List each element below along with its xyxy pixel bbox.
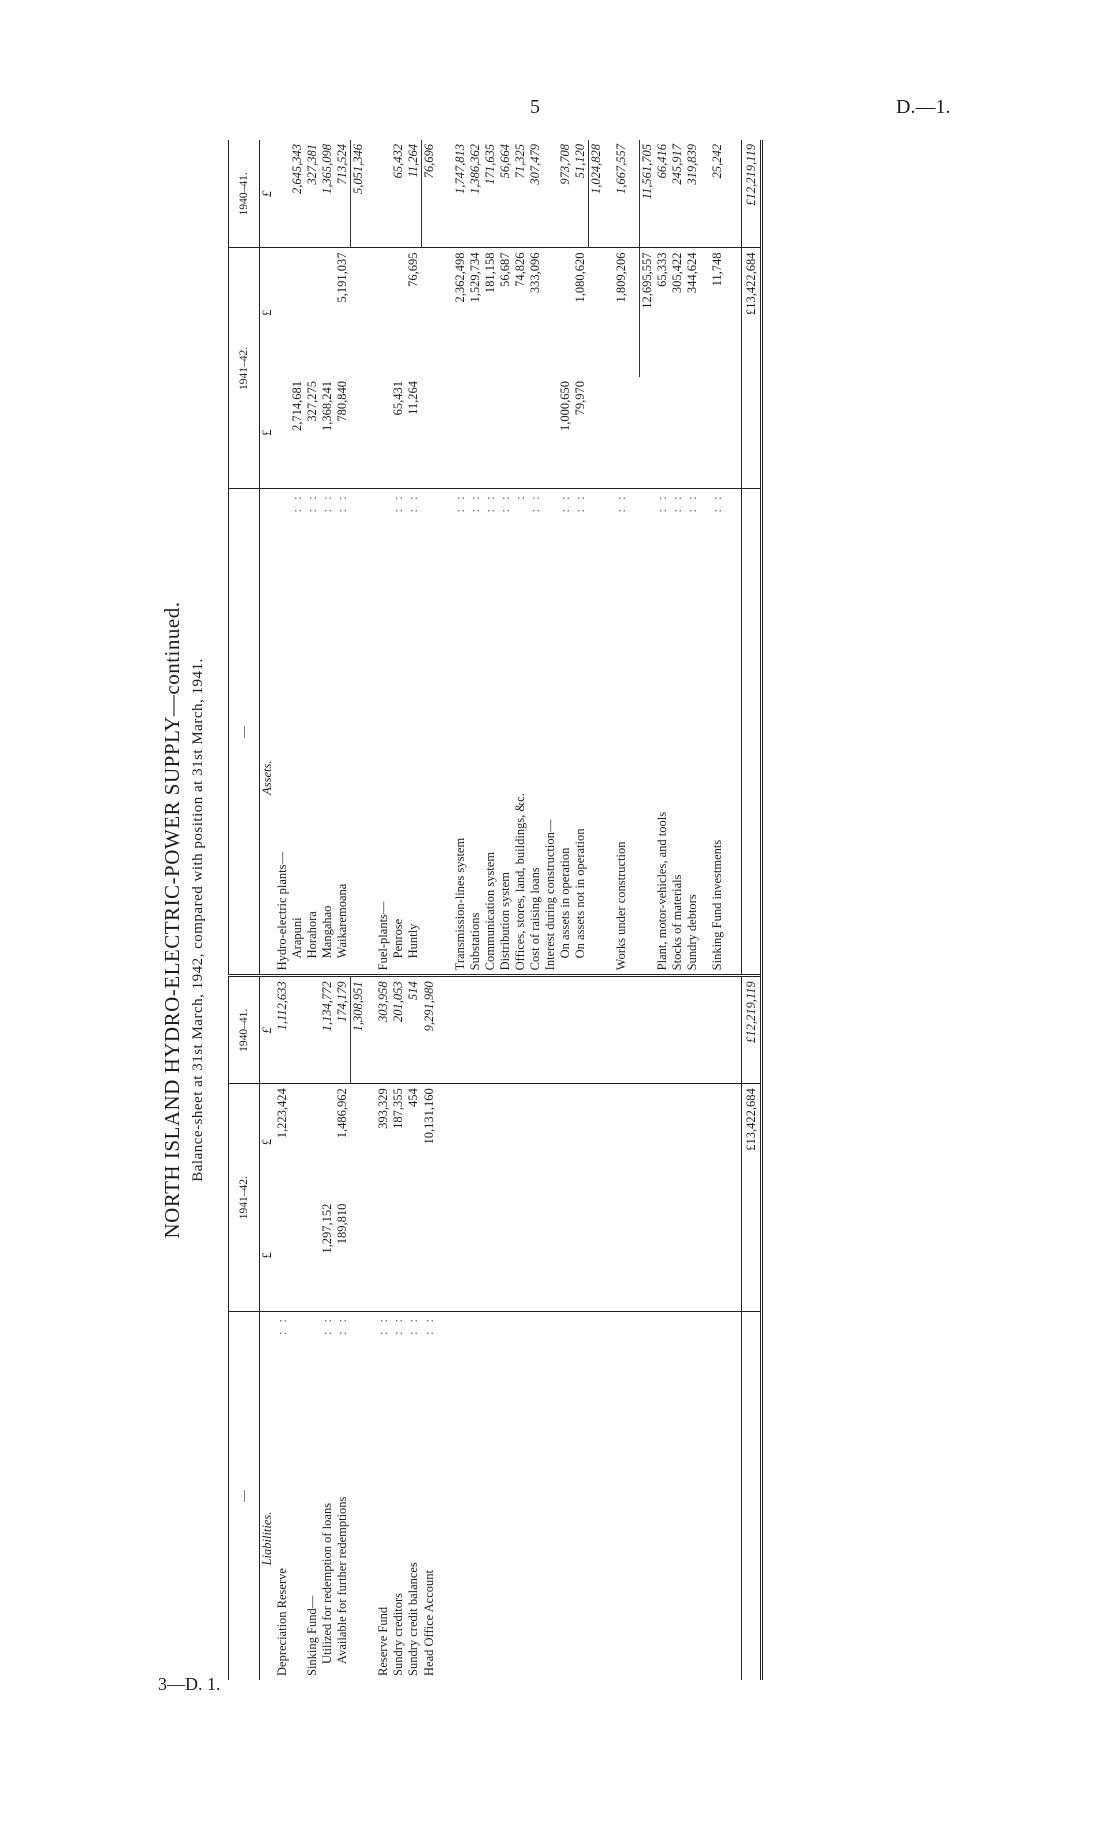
table-row: Substations : : 1,529,734 1,386,362: [468, 140, 483, 1680]
table-row: [640, 140, 656, 1680]
cell-value: 9,291,980: [422, 976, 438, 1084]
cell-value: 2,362,498: [453, 252, 467, 303]
table-row: Available for further redemptions : : 189,810 1,486,962 174,179 Waikaremoana : : 780,840 5,191,037 713,524: [335, 140, 351, 1680]
row-label: Sundry credit balances: [406, 1562, 420, 1676]
cell-value: 454: [406, 1088, 420, 1108]
table-row: Sundry creditors : : 187,355 201,053 Penrose : : 65,431 65,432: [391, 140, 406, 1680]
pound-sign: £: [260, 976, 276, 1084]
cell-value: 65,431: [391, 377, 406, 489]
cell-value: 780,840: [335, 377, 351, 489]
row-label: Utilized for redemption of loans: [320, 1502, 334, 1664]
cell-value: 76,695: [406, 252, 420, 287]
row-label: Communication system: [483, 581, 498, 976]
row-label: Offices, stores, land, buildings, &c.: [513, 581, 528, 976]
cell-value: 1,486,962: [335, 1088, 349, 1139]
row-label: Depreciation Reserve: [275, 1568, 289, 1676]
table-row: On assets not in operation : : 79,970 1,080,620 51,120: [573, 140, 589, 1680]
cell-value: 303,958: [376, 976, 391, 1084]
spacer-row: [366, 140, 376, 1680]
liabilities-heading: Liabilities.: [260, 1511, 274, 1566]
table-row: Head Office Account : : 10,131,160 9,291,980 76,696: [422, 140, 438, 1680]
table-row: Sundry credit balances : : 454 514 Huntly : : 11,264 76,695 11,264: [406, 140, 422, 1680]
assets-heading: Assets.: [260, 581, 276, 976]
table-row: Communication system : : 181,158 171,635: [483, 140, 498, 1680]
table-row: Plant, motor-vehicles, and tools : : 65,333 66,416: [655, 140, 670, 1680]
cell-value: 393,329: [376, 1088, 390, 1129]
cell-value: 174,179: [335, 976, 351, 1084]
liabilities-prev-year-header: 1940–41.: [229, 976, 260, 1084]
cell-value: 1,308,951: [351, 976, 367, 1084]
column-headers: [229, 140, 260, 1680]
cell-value: 76,696: [422, 140, 438, 248]
row-label: Sinking Fund investments: [710, 581, 725, 976]
spacer-row: [629, 140, 640, 1680]
cell-value: 245,917: [670, 140, 685, 248]
row-label: Waikaremoana: [335, 581, 351, 976]
table-row: Transmission-lines system : : 2,362,498 1,747,813: [453, 140, 468, 1680]
cell-value: 1,667,557: [614, 140, 629, 248]
cell-value: 973,708: [558, 140, 573, 248]
row-label: Penrose: [391, 581, 406, 976]
row-label: Substations: [468, 581, 483, 976]
cell-value: 514: [406, 976, 422, 1084]
table-row: Utilized for redemption of loans : : 1,297,152 1,134,772 Mangahao : : 1,368,241 1,365,098: [320, 140, 335, 1680]
table-row: [351, 140, 367, 1680]
cell-value: 1,747,813: [453, 140, 468, 248]
assets-grand-total-prev: £12,219,119: [742, 140, 762, 248]
assets-year-header: 1941–42.: [229, 248, 260, 489]
row-label: Stocks of materials: [670, 581, 685, 976]
row-label: Sundry debtors: [685, 581, 700, 976]
cell-value: 12,695,557: [640, 248, 656, 377]
row-label: Sundry creditors: [391, 1593, 405, 1676]
row-label: Reserve Fund: [376, 1606, 390, 1676]
cell-value: 11,264: [406, 140, 422, 248]
total-row: [742, 140, 762, 1680]
cell-value: 5,191,037: [335, 252, 349, 303]
pound-sign: £: [260, 377, 276, 489]
pound-sign: £: [260, 1138, 274, 1146]
row-label: Cost of raising loans: [528, 581, 543, 976]
cell-value: 1,112,633: [275, 976, 290, 1084]
cell-value: 51,120: [573, 140, 589, 248]
cell-value: 66,416: [655, 140, 670, 248]
cell-value: 79,970: [573, 377, 589, 489]
assets-dash-header: —: [229, 489, 260, 976]
cell-value: 171,635: [483, 140, 498, 248]
row-label: Distribution system: [498, 581, 513, 976]
table-row: Stocks of materials : : 305,422 245,917: [670, 140, 685, 1680]
cell-value: 1,386,362: [468, 140, 483, 248]
cell-value: 65,432: [391, 140, 406, 248]
cell-value: 2,645,343: [290, 140, 305, 248]
page-title: NORTH ISLAND HYDRO-ELECTRIC-POWER SUPPLY—continued.: [160, 601, 184, 1239]
table-row: On assets in operation : : 1,000,650 973,708: [558, 140, 573, 1680]
cell-value: 11,748: [710, 252, 724, 287]
liabilities-grand-total: £13,422,684: [742, 1084, 762, 1200]
cell-value: 327,381: [305, 140, 320, 248]
table-row: Depreciation Reserve : : 1,223,424 1,112,633 Hydro-electric plants—: [275, 140, 290, 1680]
cell-value: 319,839: [685, 140, 700, 248]
cell-value: 74,826: [513, 252, 527, 287]
row-label: Mangahao: [320, 581, 335, 976]
cell-value: 56,687: [498, 252, 512, 287]
cell-value: 344,624: [685, 252, 699, 294]
table-row: Distribution system : : 56,687 56,664: [498, 140, 513, 1680]
assets-grand-total: £13,422,684: [742, 248, 762, 377]
liabilities-dash-header: —: [229, 1311, 260, 1680]
page-number: 5: [530, 96, 540, 118]
table-row: Sundry debtors : : 344,624 319,839: [685, 140, 700, 1680]
cell-value: 1,809,206: [614, 252, 628, 303]
cell-value: 56,664: [498, 140, 513, 248]
rotated-page-content: [160, 130, 940, 1710]
page-subtitle: Balance-sheet at 31st March, 1942, compared with position at 31st March, 1941.: [190, 658, 206, 1182]
cell-value: 1,000,650: [558, 377, 573, 489]
cell-value: 201,053: [391, 976, 406, 1084]
table-row: Works under construction : : 1,809,206 1,667,557: [614, 140, 629, 1680]
cell-value: 187,355: [391, 1088, 405, 1129]
cell-value: 71,325: [513, 140, 528, 248]
cell-value: 327,275: [305, 377, 320, 489]
row-label: Hydro-electric plants—: [275, 581, 290, 976]
cell-value: 10,131,160: [421, 1088, 436, 1145]
liabilities-year-header: 1941–42.: [229, 1084, 260, 1312]
balance-sheet-table: [228, 140, 763, 1680]
cell-value: 305,422: [670, 252, 684, 294]
table-row: [543, 140, 558, 1680]
footer-reference: 3—D. 1.: [158, 1674, 221, 1694]
cell-value: 713,524: [335, 140, 351, 248]
table-row: Sinking Fund investments : : 11,748 25,242: [710, 140, 725, 1680]
table-row: Offices, stores, land, buildings, &c. : 74,826 71,325: [513, 140, 528, 1680]
row-label: On assets not in operation: [573, 581, 589, 976]
row-label: Works under construction: [614, 581, 629, 976]
cell-value: 1,024,828: [589, 140, 605, 248]
table-row: Arapuni : : 2,714,681 2,645,343: [290, 140, 305, 1680]
row-label: Available for further redemptions: [335, 1496, 349, 1664]
row-label: Head Office Account: [421, 1570, 436, 1676]
cell-value: 11,264: [406, 377, 422, 489]
row-label: Horahora: [305, 581, 320, 976]
cell-value: 1,529,734: [468, 252, 482, 303]
cell-value: 189,810: [335, 1200, 351, 1312]
liabilities-grand-total-prev: £12,219,119: [742, 976, 762, 1084]
row-label: On assets in operation: [558, 581, 573, 976]
pound-sign: £: [260, 309, 274, 316]
cell-value: 1,297,152: [320, 1200, 335, 1312]
row-label: Transmission-lines system: [453, 581, 468, 976]
row-label: Fuel-plants—: [376, 581, 391, 976]
cell-value: 65,333: [655, 252, 669, 287]
table-row: Reserve Fund : : 393,329 303,958 Fuel-plants—: [376, 140, 391, 1680]
cell-value: 5,051,346: [351, 140, 367, 248]
spacer-row: [700, 140, 710, 1680]
spacer-row: [604, 140, 614, 1680]
spacer-row: [437, 140, 453, 1680]
cell-value: 307,479: [528, 140, 543, 248]
table-row: Sinking Fund— Horahora : : 327,275 327,381: [305, 140, 320, 1680]
row-label: Sinking Fund—: [305, 1595, 319, 1676]
cell-value: 1,368,241: [320, 377, 335, 489]
cell-value: 181,158: [483, 252, 497, 294]
row-label: Huntly: [406, 581, 422, 976]
cell-value: 25,242: [710, 140, 725, 248]
table-row: [589, 140, 605, 1680]
row-label: Interest during construction—: [543, 581, 558, 976]
table-row: [260, 140, 276, 1680]
cell-value: 1,134,772: [320, 976, 335, 1084]
table-row: Cost of raising loans : : 333,096 307,479: [528, 140, 543, 1680]
cell-value: 11,561,705: [640, 140, 656, 248]
pound-sign: £: [260, 140, 276, 248]
cell-value: 333,096: [528, 252, 542, 294]
assets-prev-year-header: 1940–41.: [229, 140, 260, 248]
row-label: Arapuni: [290, 581, 305, 976]
cell-value: 1,223,424: [275, 1088, 289, 1139]
spacer-row: [725, 140, 742, 1680]
cell-value: 1,365,098: [320, 140, 335, 248]
pound-sign: £: [260, 1200, 276, 1312]
document-reference: D.—1.: [896, 96, 951, 118]
cell-value: 1,080,620: [573, 252, 587, 303]
cell-value: 2,714,681: [290, 377, 305, 489]
row-label: Plant, motor-vehicles, and tools: [655, 581, 670, 976]
